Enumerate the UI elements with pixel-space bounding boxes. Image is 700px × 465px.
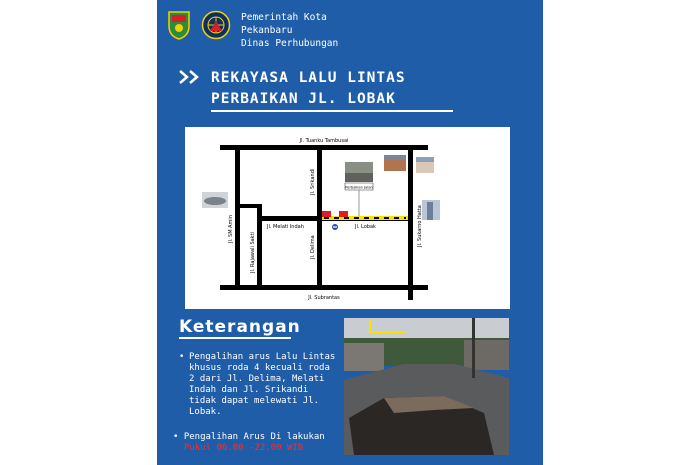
note-bullet-2 [173, 432, 325, 454]
road-rajawali-sakti [257, 204, 262, 290]
road-map-svg [185, 127, 510, 309]
dishub-emblem-icon [201, 10, 231, 40]
road-map [185, 127, 510, 309]
bullet-dot-icon: • [179, 352, 185, 362]
barrier-left [322, 211, 331, 217]
note-bullet-2-time: Pukul 06.00 -22.00 WIB [184, 443, 304, 453]
road-melati-indah [260, 216, 319, 221]
label-lobak: Jl. Lobak [355, 224, 376, 230]
organization-name [241, 11, 338, 50]
label-delima: Jl. Delima [310, 235, 316, 259]
note-bullet-1 [179, 352, 339, 418]
poster-title [211, 68, 406, 110]
label-sm-amin: Jl. SM Amin [228, 215, 234, 243]
road-damage-photo-svg [344, 318, 509, 455]
thumb-stadium-roof [204, 197, 226, 205]
poster [157, 0, 543, 465]
bullet-dot-icon: • [173, 432, 179, 442]
road-sm-amin [235, 145, 240, 290]
note-bullet-1-text: Pengalihan arus Lalu Lintas khusus roda 4 kecuali roda 2 dari Jl. Delima, Melati Indah dan Jl. Srikandi tidak dapat melewati Jl. Lobak. [189, 352, 336, 417]
title-line-1: REKAYASA LALU LINTAS [211, 70, 406, 86]
thumb-works-road [345, 173, 373, 182]
note-bullet-2-label: Pengalihan Arus Di lakukan [183, 432, 325, 442]
org-line-2: Pekanbaru [241, 25, 293, 36]
callout-text: Perbaikan Jalan [345, 185, 373, 190]
label-sukarno-hatta: Jl. Sukarno Hatta [417, 205, 423, 247]
keterangan-underline [179, 337, 291, 339]
label-rajawali-sakti: Jl. Rajawali Sakti [250, 232, 256, 273]
thumb-building-2-top [416, 157, 434, 162]
double-chevron-icon [179, 70, 205, 84]
title-underline [211, 110, 453, 112]
keterangan-heading: Keterangan [179, 317, 301, 337]
barrier-right [339, 211, 348, 217]
photo-building-left [344, 343, 384, 371]
road-sukarno-hatta [408, 145, 413, 300]
road-damage-photo [344, 318, 509, 455]
road-subrantas [220, 285, 428, 290]
label-tuanku-tambusai: Jl. Tuanku Tambusai [299, 138, 349, 144]
photo-pole [472, 318, 475, 378]
label-srikandi: Jl. Srikandi [310, 168, 316, 195]
org-line-3: Dinas Perhubungan [241, 38, 339, 49]
thumb-building-1-roof [384, 155, 406, 160]
road-srikandi [317, 145, 322, 290]
road-tuanku-tambusai [220, 145, 428, 150]
photo-building-right [464, 340, 509, 370]
title-line-2: PERBAIKAN JL. LOBAK [211, 91, 396, 107]
label-subrantas: Jl. Subrantas [308, 295, 340, 301]
label-melati-indah: Jl. Melati Indah [267, 224, 304, 230]
no-entry-sign-bar [333, 226, 337, 227]
thumb-tower-body [427, 202, 433, 220]
org-line-1: Pemerintah Kota [241, 12, 327, 23]
pekanbaru-emblem-icon [167, 10, 191, 40]
